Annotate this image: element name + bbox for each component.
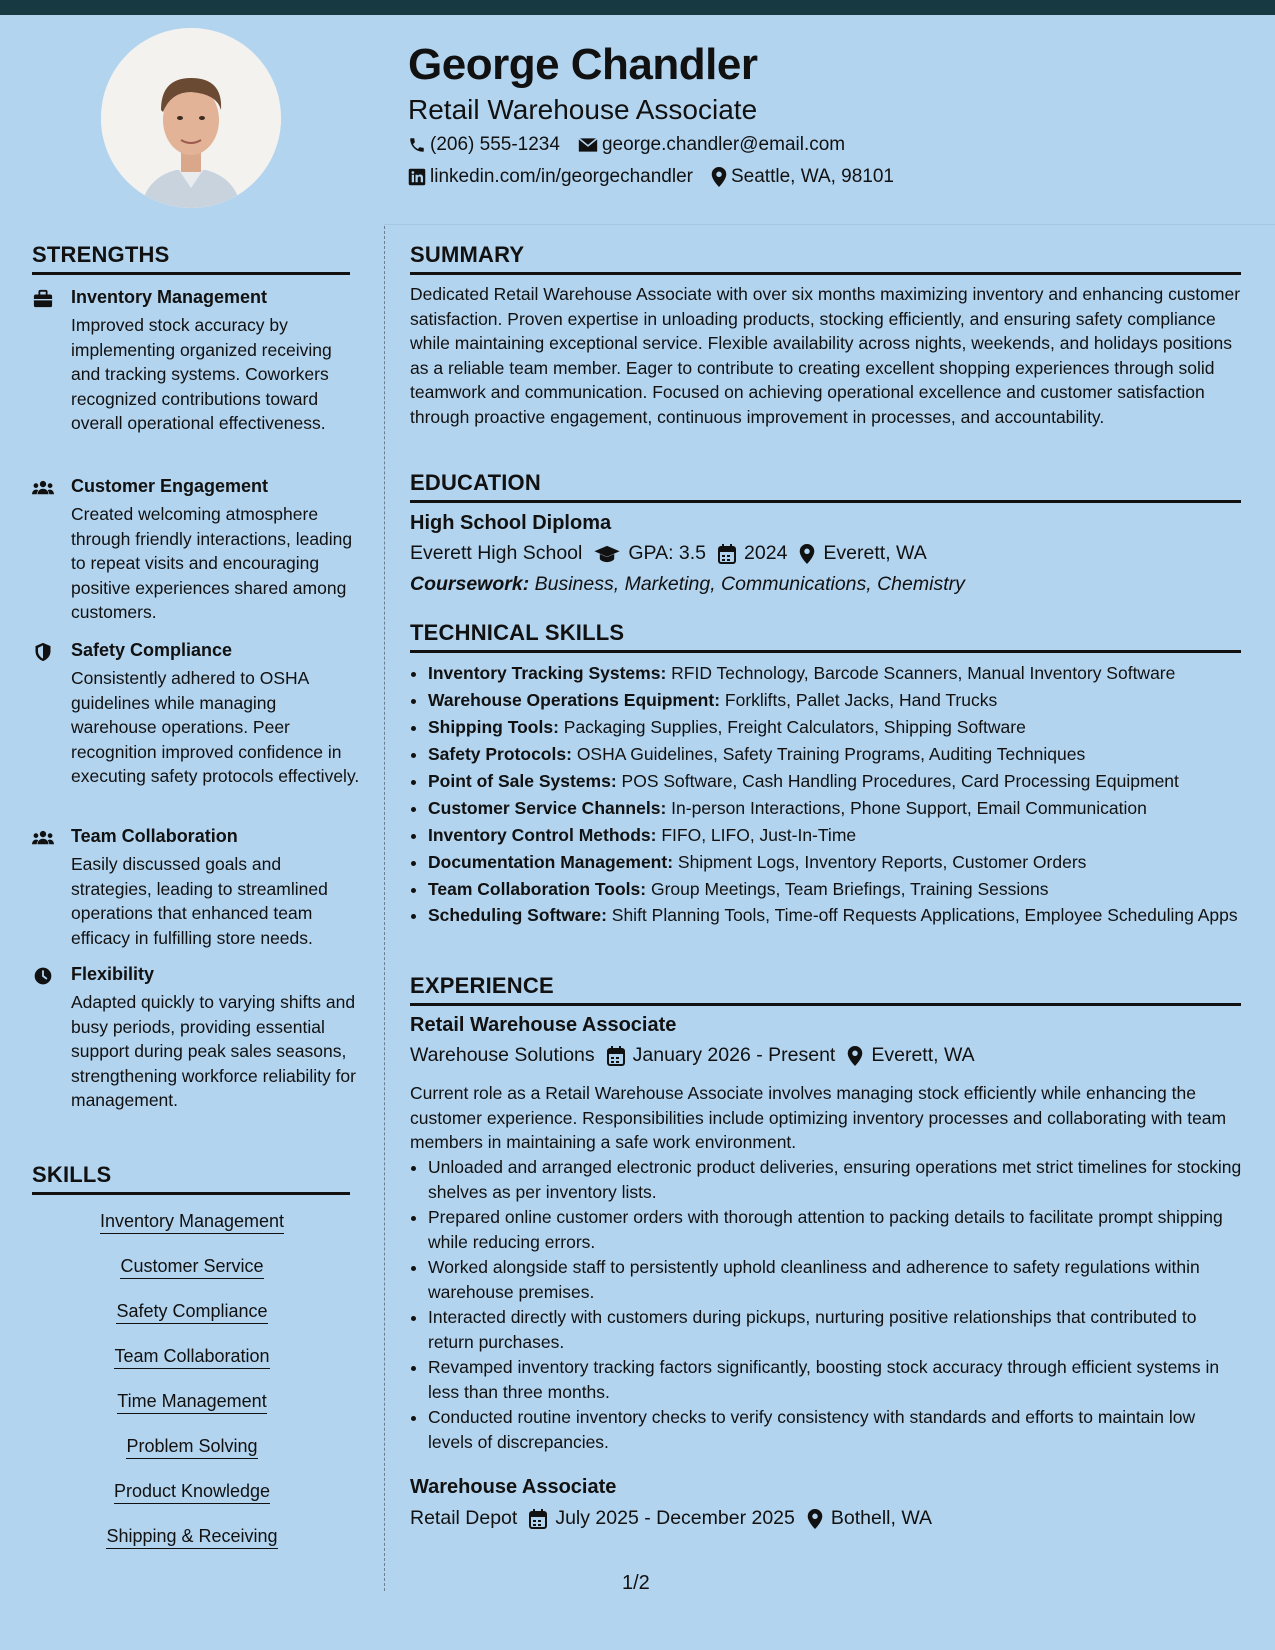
coursework-label: Coursework: <box>410 573 530 595</box>
strength-description: Easily discussed goals and strategies, leading to streamlined operations that enhanced team efficacy in fulfilling store needs. <box>71 854 328 948</box>
job-location: Everett, WA <box>871 1044 975 1066</box>
strengths-heading: STRENGTHS <box>32 242 350 275</box>
job-dates: July 2025 - December 2025 <box>555 1507 795 1529</box>
phone-contact <box>408 134 560 156</box>
candidate-title: Retail Warehouse Associate <box>408 94 758 125</box>
email-contact[interactable] <box>578 134 845 156</box>
skills-heading: SKILLS <box>32 1162 350 1195</box>
technical-skills-list <box>410 660 1242 928</box>
strength-title: Inventory Management <box>71 287 268 307</box>
list-item: • Shipping Tools: Packaging Supplies, Freight Calculators, Shipping Software <box>428 714 1242 741</box>
list-item: • Warehouse Operations Equipment: Forklifts, Pallet Jacks, Hand Trucks <box>428 687 1242 714</box>
list-item: • Conducted routine inventory checks to verify consistency with standards and efforts to maintain low levels of discrepancies. <box>428 1405 1242 1454</box>
strength-title: Flexibility <box>71 964 155 984</box>
phone-icon <box>408 136 426 154</box>
strength-title: Team Collaboration <box>71 826 238 846</box>
shield-icon <box>32 642 54 662</box>
job-meta <box>410 1044 1242 1067</box>
calendar-icon <box>718 544 736 564</box>
envelope-icon <box>578 137 598 153</box>
degree-title: High School Diploma <box>410 512 612 534</box>
top-accent-bar <box>0 0 1275 15</box>
profile-photo <box>101 28 281 208</box>
skill-item: Inventory Management <box>32 1211 352 1232</box>
linkedin-text[interactable]: linkedin.com/in/georgechandler <box>430 166 693 187</box>
skill-item: Problem Solving <box>32 1436 352 1457</box>
skill-item: Time Management <box>32 1391 352 1412</box>
list-item: • Safety Protocols: OSHA Guidelines, Safety Training Programs, Auditing Techniques <box>428 741 1242 768</box>
list-item: • Point of Sale Systems: POS Software, Cash Handling Procedures, Card Processing Equipment <box>428 768 1242 795</box>
job-dates: January 2026 - Present <box>632 1044 836 1066</box>
job-location: Bothell, WA <box>830 1507 933 1529</box>
technical-skills-heading: TECHNICAL SKILLS <box>410 620 1241 653</box>
map-pin-icon <box>807 1509 823 1529</box>
job-title: Warehouse Associate <box>410 1476 617 1498</box>
contact-row-1 <box>408 134 863 156</box>
education-meta <box>410 542 1242 565</box>
company-name: Warehouse Solutions <box>410 1044 595 1066</box>
list-item: • Unloaded and arranged electronic product deliveries, ensuring operations met strict timelines for stocking shelves as per inventory lists. <box>428 1155 1242 1204</box>
linkedin-contact[interactable] <box>408 166 693 188</box>
strength-description: Adapted quickly to varying shifts and busy periods, providing essential support during peak sales seasons, strengthening workforce reliability for management. <box>71 992 356 1110</box>
column-divider <box>384 226 385 1591</box>
company-name: Retail Depot <box>410 1507 518 1529</box>
school-name: Everett High School <box>410 542 583 564</box>
summary-heading: SUMMARY <box>410 242 1241 275</box>
strength-title: Customer Engagement <box>71 476 269 496</box>
location-contact <box>711 166 894 188</box>
gpa: GPA: 3.5 <box>628 542 707 564</box>
strength-description: Created welcoming atmosphere through friendly interactions, leading to repeat visits and encouraging positive experiences shared among customers. <box>71 504 353 622</box>
page-number: 1/2 <box>622 1572 650 1594</box>
linkedin-icon <box>408 168 426 186</box>
list-item: • Revamped inventory tracking factors significantly, boosting stock accuracy through efficient systems in less than three months. <box>428 1355 1242 1404</box>
graduation-year: 2024 <box>744 542 788 564</box>
location-text: Seattle, WA, 98101 <box>731 166 895 187</box>
job-title: Retail Warehouse Associate <box>410 1014 677 1036</box>
map-pin-icon <box>799 544 815 564</box>
list-item: • Interacted directly with customers during pickups, nurturing positive relationships that contributed to return purchases. <box>428 1305 1242 1354</box>
briefcase-icon <box>32 289 54 309</box>
map-pin-icon <box>847 1046 863 1066</box>
skill-item: Shipping & Receiving <box>32 1526 352 1547</box>
map-pin-icon <box>711 167 727 187</box>
list-item: • Worked alongside staff to persistently uphold cleanliness and adherence to safety regulations within warehouse premises. <box>428 1255 1242 1304</box>
strength-description: Improved stock accuracy by implementing organized receiving and tracking systems. Coworkers recognized contributions toward overall operational effectiveness. <box>71 315 332 433</box>
strength-title: Safety Compliance <box>71 640 233 660</box>
job-description: Current role as a Retail Warehouse Associate involves managing stock efficiently while enhancing the customer experience. Responsibilities include optimizing inventory processes and collaborating with team members in maintaining a safe work environment. <box>410 1083 1227 1152</box>
users-icon <box>32 478 54 498</box>
users-icon <box>32 828 54 848</box>
list-item: • Documentation Management: Shipment Logs, Inventory Reports, Customer Orders <box>428 849 1242 876</box>
job-bullets <box>410 1155 1242 1455</box>
skill-item: Product Knowledge <box>32 1481 352 1502</box>
list-item: • Inventory Tracking Systems: RFID Technology, Barcode Scanners, Manual Inventory Software <box>428 660 1242 687</box>
strength-description: Consistently adhered to OSHA guidelines while managing warehouse operations. Peer recognition improved confidence in executing safety protocols effectively. <box>71 668 360 786</box>
email-text[interactable]: george.chandler@email.com <box>601 134 846 155</box>
list-item: • Customer Service Channels: In-person Interactions, Phone Support, Email Communication <box>428 795 1242 822</box>
phone-text: (206) 555-1234 <box>430 134 560 155</box>
list-item: • Inventory Control Methods: FIFO, LIFO, Just-In-Time <box>428 822 1242 849</box>
calendar-icon <box>529 1509 547 1529</box>
education-heading: EDUCATION <box>410 470 1241 503</box>
skill-item: Customer Service <box>32 1256 352 1277</box>
list-item: • Team Collaboration Tools: Group Meetings, Team Briefings, Training Sessions <box>428 876 1242 903</box>
graduation-cap-icon <box>594 545 620 563</box>
coursework <box>410 573 1242 596</box>
skill-item: Team Collaboration <box>32 1346 352 1367</box>
header-divider <box>384 224 1275 225</box>
calendar-icon <box>607 1046 625 1066</box>
list-item: • Scheduling Software: Shift Planning Tools, Time-off Requests Applications, Employee Scheduling Apps <box>428 903 1242 928</box>
coursework-list: Business, Marketing, Communications, Chemistry <box>534 573 965 595</box>
contact-row-2 <box>408 166 912 188</box>
job-meta <box>410 1507 1242 1530</box>
summary-text: Dedicated Retail Warehouse Associate with over six months maximizing inventory and enhancing customer satisfaction. Proven expertise in unloading products, stocking efficiently, and ensuring safety compliance while maintaining exceptional service. Flexible availability across nights, weekends, and holidays positions as a reliable team member. Eager to contribute to creating excellent shopping experiences through solid teamwork and communication. Focused on achieving operational excellence and customer satisfaction through proactive engagement, continuous improvement in processes, and accountability. <box>410 284 1241 427</box>
clock-icon <box>32 966 54 986</box>
list-item: • Prepared online customer orders with thorough attention to packing details to facilitate prompt shipping while reducing errors. <box>428 1205 1242 1254</box>
experience-heading: EXPERIENCE <box>410 973 1241 1006</box>
skill-item: Safety Compliance <box>32 1301 352 1322</box>
candidate-name: George Chandler <box>408 40 758 89</box>
school-location: Everett, WA <box>823 542 927 564</box>
